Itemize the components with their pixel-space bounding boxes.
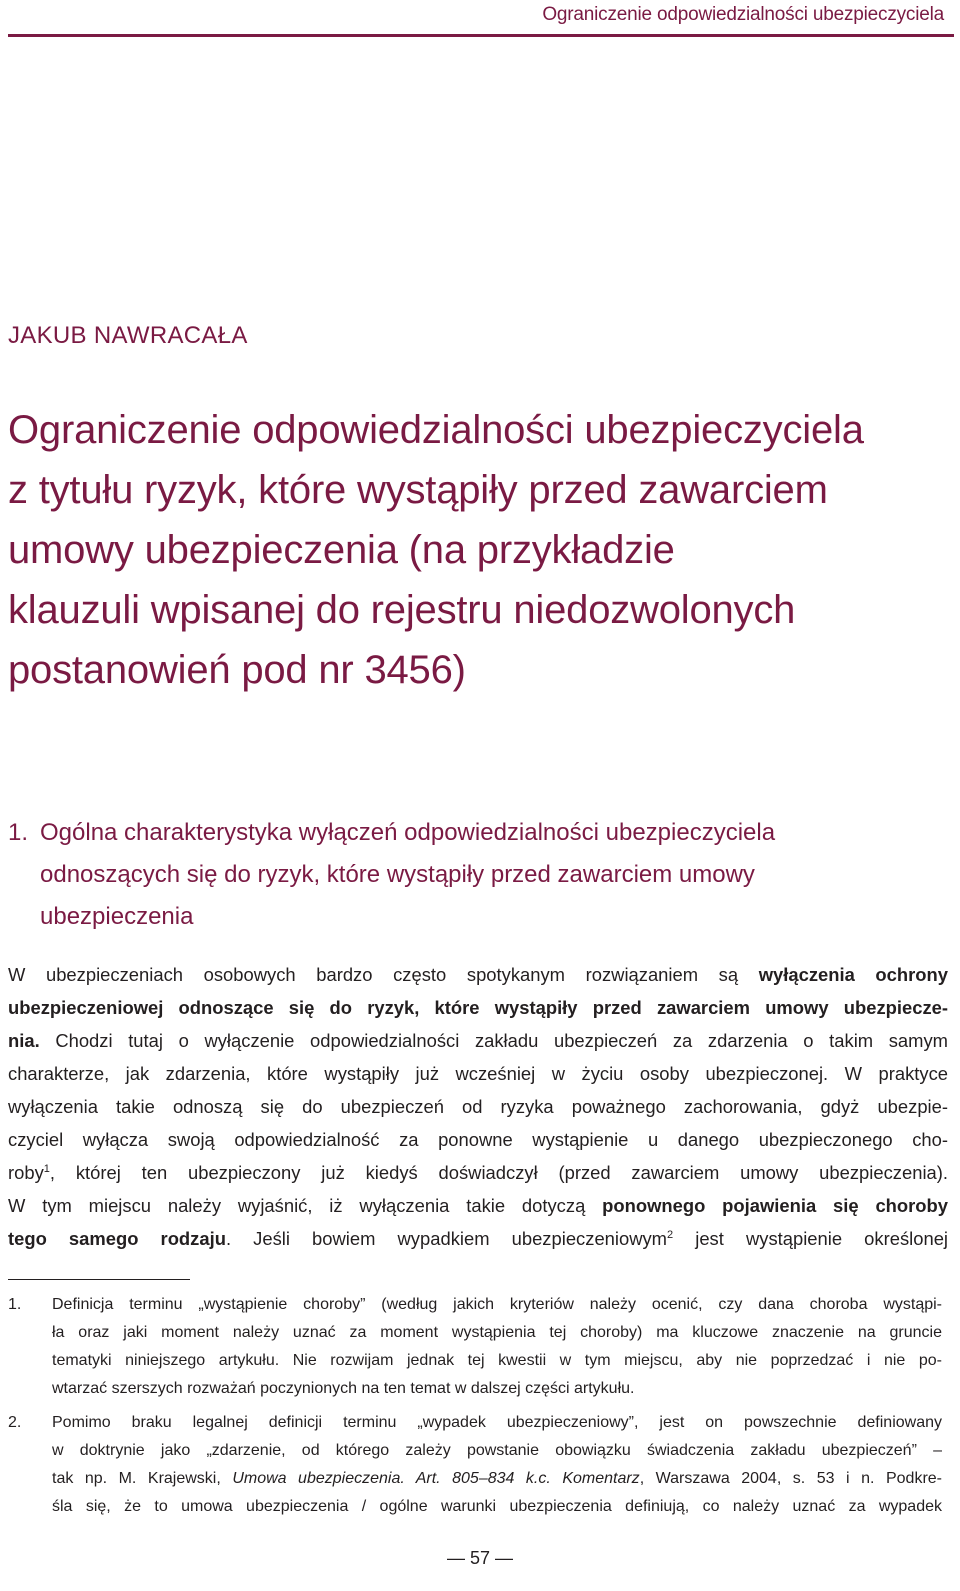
- section-heading-line: Ogólna charakterystyka wyłączeń odpowiedzialności ubezpieczyciela: [40, 819, 776, 846]
- section-heading-line: odnoszących się do ryzyk, które wystąpiły przed zawarciem umowy: [40, 861, 755, 888]
- section-heading-line: ubezpieczenia: [40, 903, 194, 930]
- footnote-line: tak np. M. Krajewski, Umowa ubezpieczenia. Art. 805–834 k.c. Komentarz, Warszawa 2004, s. 53 i n. Podkre-: [52, 1470, 942, 1487]
- emphasis: wyłączenia ochrony: [758, 964, 948, 985]
- emphasis: tego samego rodzaju: [8, 1228, 226, 1249]
- title-line: klauzuli wpisanej do rejestru niedozwolonych: [8, 588, 796, 632]
- body-line: tego samego rodzaju. Jeśli bowiem wypadkiem ubezpieczeniowym$^2$ jest wystąpienie określonej: [8, 1228, 949, 1249]
- header-rule: [8, 34, 954, 37]
- cited-title: Umowa ubezpieczenia. Art. 805–834 k.c. Komentarz: [232, 1470, 640, 1487]
- body-line: roby$^1$, której ten ubezpieczony już kiedyś doświadczył (przed zawarciem umowy ubezpieczenia).: [8, 1162, 948, 1183]
- footnote-line: w doktrynie jako „zdarzenie, od którego zależy powstanie obowiązku świadczenia zakładu ubezpieczeń” –: [52, 1442, 942, 1459]
- footnote-number: 1.: [8, 1296, 22, 1313]
- body-line: wyłączenia takie odnoszą się do ubezpieczeń od ryzyka poważnego zachorowania, gdyż ubezpie-: [8, 1096, 948, 1117]
- body-line: nia. Chodzi tutaj o wyłączenie odpowiedzialności zakładu ubezpieczeń za zdarzenia o takim samym: [8, 1030, 948, 1051]
- footnote-line: śla się, że to umowa ubezpieczenia / ogólne warunki ubezpieczenia definiują, co należy uznać za wypadek: [52, 1498, 942, 1515]
- footnote-ref[interactable]: 1: [43, 1162, 50, 1175]
- running-head: Ograniczenie odpowiedzialności ubezpieczyciela: [542, 4, 944, 25]
- author-name: JAKUB NAWRACAŁA: [8, 322, 248, 349]
- article-title: [8, 400, 948, 700]
- emphasis: nia.: [8, 1030, 40, 1051]
- footnotes: [8, 1291, 942, 1521]
- footnote-ref[interactable]: 2: [667, 1228, 674, 1241]
- emphasis: ubezpieczeniowej odnoszące się do ryzyk, które wystąpiły przed zawarciem umowy ubezpiecze-: [8, 997, 948, 1018]
- emphasis: ponownego pojawienia się choroby: [602, 1195, 948, 1216]
- footnote-1: [8, 1291, 942, 1403]
- body-line: W tym miejscu należy wyjaśnić, iż wyłączenia takie dotyczą ponownego pojawienia się choroby: [8, 1195, 948, 1216]
- footnote-number: 2.: [8, 1414, 22, 1431]
- footnote-line: tematyki niniejszego artykułu. Nie rozwijam jednak tej kwestii w tym miejscu, aby nie poprzedzać i nie po-: [52, 1352, 942, 1369]
- footnote-rule: [8, 1279, 190, 1280]
- title-line: postanowień pod nr 3456): [8, 648, 466, 692]
- section-number: 1.: [8, 819, 29, 846]
- body-line: W ubezpieczeniach osobowych bardzo często spotykanym rozwiązaniem są wyłączenia ochrony: [8, 964, 948, 985]
- body-line: charakterze, jak zdarzenia, które wystąpiły już wcześniej w życiu osoby ubezpieczonej. W praktyce: [8, 1063, 948, 1084]
- footnote-line: Pomimo braku legalnej definicji terminu „wypadek ubezpieczeniowy”, jest on powszechnie definiowany: [52, 1414, 942, 1431]
- title-line: Ograniczenie odpowiedzialności ubezpieczyciela: [8, 408, 864, 452]
- footnote-line: wtarzać szerszych rozważań poczynionych na ten temat w dalszej części artykułu.: [52, 1380, 635, 1397]
- body-line: czyciel wyłącza swoją odpowiedzialność za ponowne wystąpienie u danego ubezpieczonego cho-: [8, 1129, 948, 1150]
- page-number: — 57 —: [446, 1548, 514, 1568]
- title-line: z tytułu ryzyk, które wystąpiły przed zawarciem: [8, 468, 828, 512]
- body-paragraph: [8, 958, 948, 1255]
- footnote-line: Definicja terminu „wystąpienie choroby” (według jakich kryteriów należy ocenić, czy dana choroba wystąpi-: [52, 1296, 942, 1313]
- title-line: umowy ubezpieczenia (na przykładzie: [8, 528, 675, 572]
- body-line: [8, 991, 948, 1024]
- section-heading: [8, 812, 948, 938]
- footnote-2: [8, 1409, 942, 1521]
- footnote-line: ła oraz jaki moment należy uznać za moment wystąpienia tej choroby) ma kluczowe znaczenie na gruncie: [52, 1324, 942, 1341]
